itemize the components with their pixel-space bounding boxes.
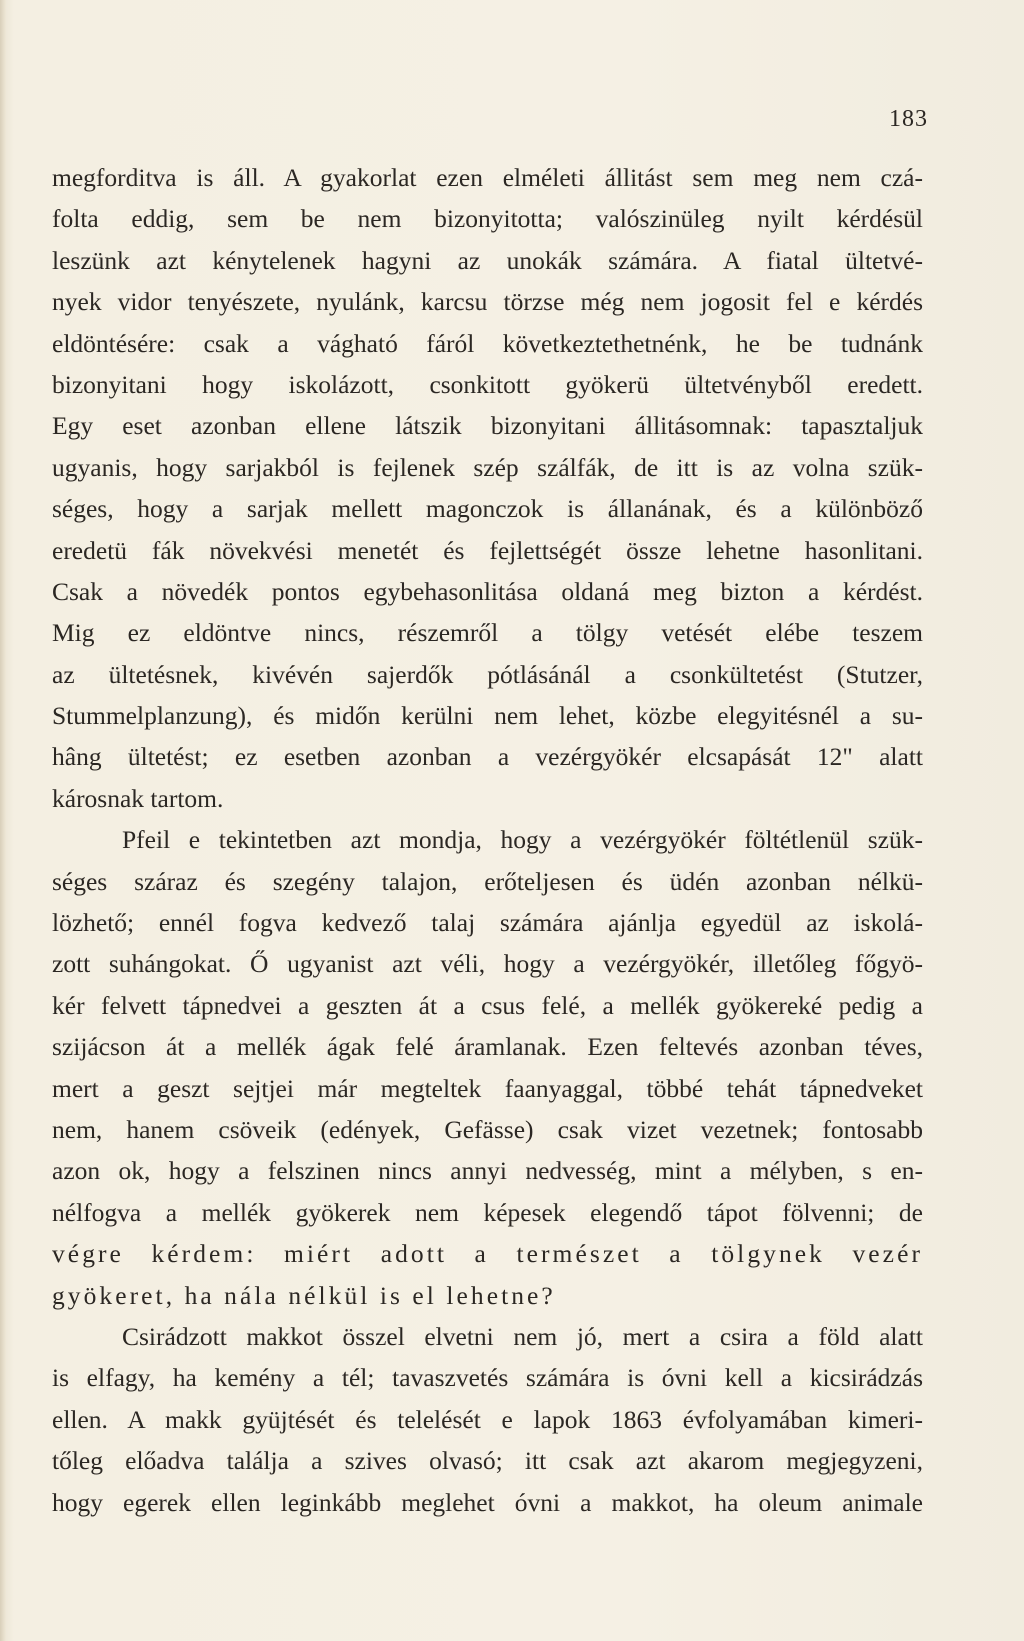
text-line: is elfagy, ha kemény a tél; tavaszvetés számára is óvni kell a kicsirádzás [52, 1363, 923, 1393]
text-line: szijácson át a mellék ágak felé áramlanak. Ezen feltevés azonban téves, [52, 1032, 923, 1062]
text-line: megforditva is áll. A gyakorlat ezen elméleti állitást sem meg nem czá- [52, 163, 923, 192]
text-line: ugyanis, hogy sarjakból is fejlenek szép szálfák, de itt is az volna szük- [52, 452, 923, 482]
text-line: bizonyitani hogy iskolázott, csonkitott gyökerü ültetvényből eredett. [52, 369, 923, 399]
text-line: leszünk azt kénytelenek hagyni az unokák számára. A fiatal ültetvé- [52, 245, 923, 275]
text-line: Mig ez eldöntve nincs, részemről a tölgy vetését elébe teszem [52, 618, 923, 648]
text-line: azon ok, hogy a felszinen nincs annyi nedvesség, mint a mélyben, s en- [52, 1156, 923, 1186]
text-line: Csak a növedék pontos egybehasonlitása oldaná meg bizton a kérdést. [52, 576, 923, 606]
text-line: séges száraz és szegény talajon, erőteljesen és üdén azonban nélkü- [52, 866, 923, 896]
text-line: Stummelplanzung), és midőn kerülni nem lehet, közbe elegyitésnél a su- [52, 701, 923, 731]
text-line: nem, hanem csöveik (edények, Gefässe) csak vizet vezetnek; fontosabb [52, 1114, 923, 1144]
body-text [52, 157, 923, 1523]
text-line: eredetü fák növekvési menetét és fejlettségét össze lehetne hasonlitani. [52, 535, 923, 565]
text-line: hogy egerek ellen leginkább meglehet óvni a makkot, ha oleum animale [52, 1487, 923, 1517]
text-line: hâng ültetést; ez esetben azonban a vezérgyökér elcsapását 12" alatt [52, 742, 923, 772]
text-line: nélfogva a mellék gyökerek nem képesek elegendő tápot fölvenni; de [52, 1197, 923, 1227]
text-line: tőleg előadva találja a szives olvasó; itt csak azt akarom megjegyzeni, [52, 1446, 923, 1476]
paragraph-start-line: Pfeil e tekintetben azt mondja, hogy a vezérgyökér föltétlenül szük- [122, 825, 923, 855]
page-binding-edge [0, 0, 6, 1641]
text-line: folta eddig, sem be nem bizonyitotta; valószinüleg nyilt kérdésül [52, 204, 923, 234]
paragraph-end-line: károsnak tartom. [52, 783, 224, 813]
emphasized-paragraph-end-line: gyökeret, ha nála nélkül is el lehetne? [52, 1280, 556, 1310]
text-line: nyek vidor tenyészete, nyulánk, karcsu törzse még nem jogosit fel e kérdés [52, 287, 923, 317]
text-line: lözhető; ennél fogva kedvező talaj számára ajánlja egyedül az iskolá- [52, 908, 923, 938]
text-line: ellen. A makk gyüjtését és telelését e lapok 1863 évfolyamában kimeri- [52, 1404, 923, 1434]
text-line: séges, hogy a sarjak mellett magonczok is állanának, és a különböző [52, 494, 923, 524]
emphasized-text-line: végre kérdem: miért adott a természet a tölgynek vezér [52, 1239, 923, 1269]
text-line: eldöntésére: csak a vágható fáról következtethetnénk, he be tudnánk [52, 328, 923, 358]
text-line: Egy eset azonban ellene látszik bizonyitani állitásomnak: tapasztaljuk [52, 411, 923, 441]
text-line: zott suhángokat. Ő ugyanist azt véli, hogy a vezérgyökér, illetőleg főgyö- [52, 949, 923, 979]
text-line: mert a geszt sejtjei már megteltek faanyaggal, többé tehát tápnedveket [52, 1073, 923, 1103]
text-line: az ültetésnek, kivévén sajerdők pótlásánál a csonkültetést (Stutzer, [52, 659, 923, 689]
page-number: 183 [889, 106, 928, 132]
paragraph-start-line: Csirádzott makkot összel elvetni nem jó, mert a csira a föld alatt [122, 1321, 923, 1351]
text-line: kér felvett tápnedvei a geszten át a csus felé, a mellék gyökereké pedig a [52, 990, 923, 1020]
